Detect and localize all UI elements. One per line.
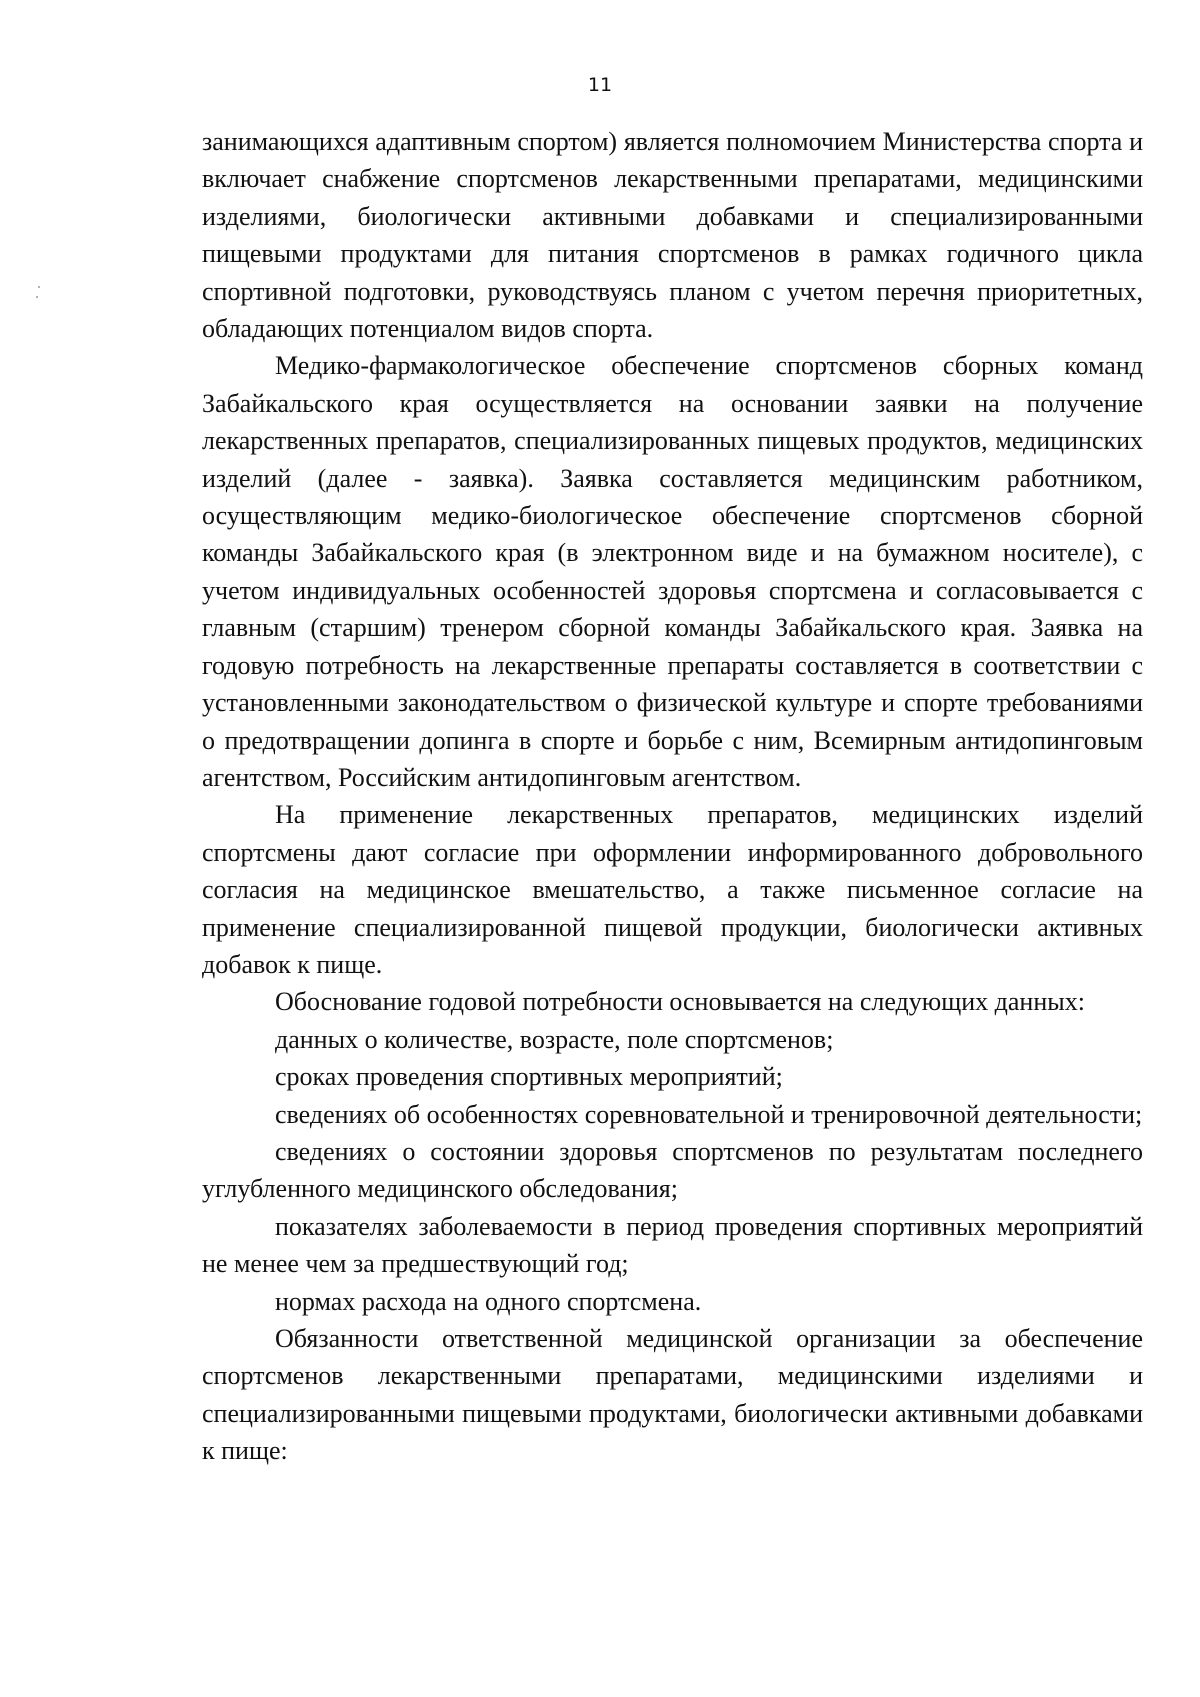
list-item: сведениях о состоянии здоровья спортсменов по результатам последнего углубленного медицинского обследования; <box>202 1136 1143 1204</box>
paragraph: занимающихся адаптивным спортом) является полномочием Министерства спорта и включает снабжение спортсменов лекарственными препаратами, медицинскими изделиями, биологически активными добавками и специализированными пищевыми продуктами для питания спортсменов в рамках годичного цикла спортивной подготовки, руководствуясь планом с учетом перечня приоритетных, обладающих потенциалом видов спорта. <box>202 127 1143 344</box>
document-body <box>202 123 1143 1470</box>
list-item: нормах расхода на одного спортсмена. <box>275 1286 702 1316</box>
list-item: сроках проведения спортивных мероприятий; <box>275 1062 783 1092</box>
page-number: 11 <box>587 74 613 96</box>
paragraph: Обязанности ответственной медицинской организации за обеспечение спортсменов лекарственными препаратами, медицинскими изделиями и специализированными пищевыми продуктами, биологически активными добавками к пище: <box>202 1324 1143 1466</box>
list-item: сведениях об особенностях соревновательной и тренировочной деятельности; <box>275 1099 1143 1129</box>
list-item: показателях заболеваемости в период проведения спортивных мероприятий не менее чем за предшествующий год; <box>202 1211 1143 1279</box>
scan-speck <box>36 296 38 298</box>
list-item: данных о количестве, возрасте, поле спортсменов; <box>275 1024 834 1054</box>
paragraph: На применение лекарственных препаратов, медицинских изделий спортсмены дают согласие при оформлении информированного добровольного согласия на медицинское вмешательство, а также письменное согласие на применение специализированной пищевой продукции, биологически активных добавок к пище. <box>202 800 1143 979</box>
paragraph: Обоснование годовой потребности основывается на следующих данных: <box>275 987 1085 1017</box>
scan-speck <box>38 286 40 288</box>
paragraph: Медико-фармакологическое обеспечение спортсменов сборных команд Забайкальского края осуществляется на основании заявки на получение лекарственных препаратов, специализированных пищевых продуктов, медицинских изделий (далее - заявка). Заявка составляется медицинским работником, осуществляющим медико-биологическое обеспечение спортсменов сборной команды Забайкальского края (в электронном виде и на бумажном носителе), с учетом индивидуальных особенностей здоровья спортсмена и согласовывается с главным (старшим) тренером сборной команды Забайкальского края. Заявка на годовую потребность на лекарственные препараты составляется в соответствии с установленными законодательством о физической культуре и спорте требованиями о предотвращении допинга в спорте и борьбе с ним, Всемирным антидопинговым агентством, Российским антидопинговым агентством. <box>202 351 1143 792</box>
